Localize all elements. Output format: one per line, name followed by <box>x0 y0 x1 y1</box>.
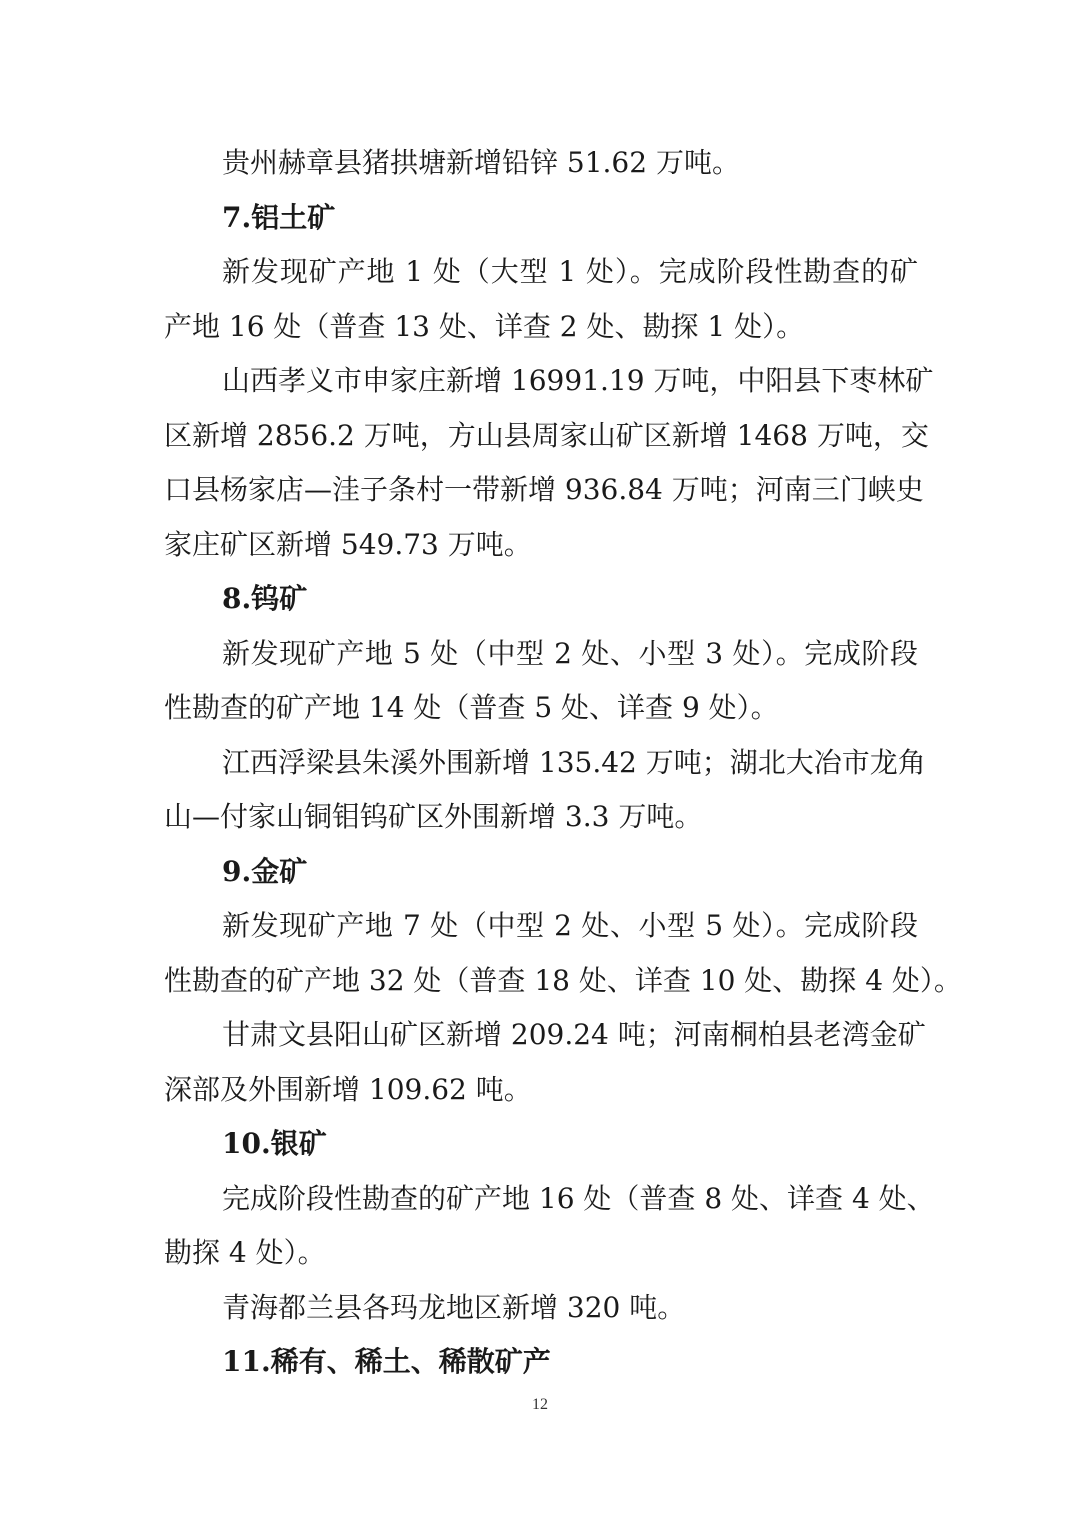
paragraph-line: 性勘查的矿产地 14 处（普查 5 处、详查 9 处）。 <box>164 691 779 724</box>
paragraph-line: 江西浮梁县朱溪外围新增 135.42 万吨；湖北大冶市龙角 <box>222 746 926 779</box>
paragraph-line: 区新增 2856.2 万吨，方山县周家山矿区新增 1468 万吨，交 <box>164 419 929 452</box>
section-heading-silver: 10.银矿 <box>222 1127 327 1160</box>
paragraph-line: 山西孝义市申家庄新增 16991.19 万吨，中阳县下枣林矿 <box>222 364 934 397</box>
paragraph-line: 深部及外围新增 109.62 吨。 <box>164 1073 532 1106</box>
section-heading-gold: 9.金矿 <box>222 855 308 888</box>
paragraph-line: 青海都兰县各玛龙地区新增 320 吨。 <box>222 1291 686 1324</box>
paragraph-line: 新发现矿产地 5 处（中型 2 处、小型 3 处）。完成阶段 <box>222 637 918 670</box>
paragraph-line: 勘探 4 处）。 <box>164 1236 326 1269</box>
paragraph-line: 口县杨家店—洼子条村一带新增 936.84 万吨；河南三门峡史 <box>164 473 924 506</box>
paragraph-line: 家庄矿区新增 549.73 万吨。 <box>164 528 532 561</box>
page-number: 12 <box>532 1396 548 1413</box>
section-heading-bauxite: 7.铝土矿 <box>222 201 336 234</box>
paragraph-line: 性勘查的矿产地 32 处（普查 18 处、详查 10 处、勘探 4 处）。 <box>164 964 962 997</box>
paragraph-line: 山—付家山铜钼钨矿区外围新增 3.3 万吨。 <box>164 800 703 833</box>
paragraph-line: 产地 16 处（普查 13 处、详查 2 处、勘探 1 处）。 <box>164 310 805 343</box>
paragraph-line: 贵州赫章县猪拱塘新增铅锌 51.62 万吨。 <box>222 146 740 179</box>
paragraph-line: 甘肃文县阳山矿区新增 209.24 吨；河南桐柏县老湾金矿 <box>222 1018 926 1051</box>
paragraph-line: 新发现矿产地 1 处（大型 1 处）。完成阶段性勘查的矿 <box>222 255 918 288</box>
section-heading-tungsten: 8.钨矿 <box>222 582 308 615</box>
section-heading-rare-minerals: 11.稀有、稀土、稀散矿产 <box>222 1345 551 1378</box>
paragraph-line: 完成阶段性勘查的矿产地 16 处（普查 8 处、详查 4 处、 <box>222 1182 935 1215</box>
paragraph-line: 新发现矿产地 7 处（中型 2 处、小型 5 处）。完成阶段 <box>222 909 918 942</box>
